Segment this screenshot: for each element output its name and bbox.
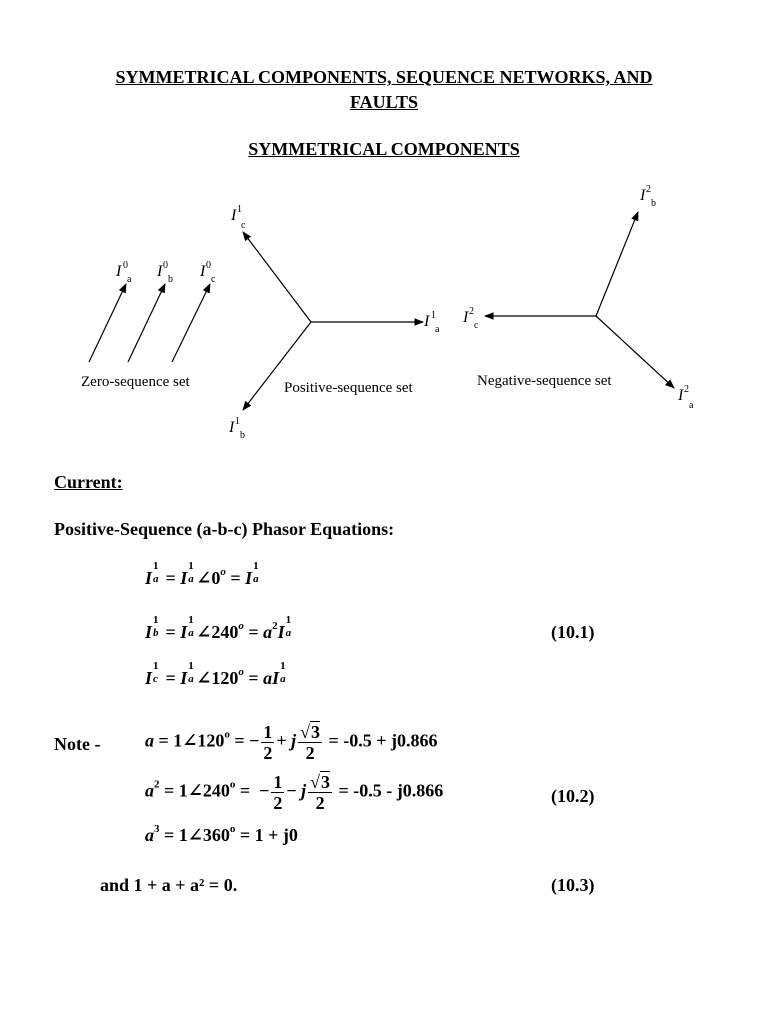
note-line2-tail: = -0.5 - j0.866 (338, 780, 444, 801)
note-equation-a3: $a^3$ = $1\angle 360^o = 1 + j0$ (145, 823, 298, 845)
positive-sequence-set-label: Positive-sequence set (284, 380, 413, 396)
document-title-line1: SYMMETRICAL COMPONENTS, SEQUENCE NETWORKS, AND (115, 67, 653, 87)
positive-phasor-c (243, 232, 311, 322)
svg-text:a: a (689, 400, 694, 411)
negative-sequence-set-label: Negative-sequence set (477, 373, 612, 389)
label-I1c (230, 204, 246, 231)
phasor-diagram (0, 170, 768, 450)
label-I1b (228, 416, 245, 441)
section-title: SYMMETRICAL COMPONENTS (248, 139, 520, 159)
svg-text:I: I (463, 309, 469, 326)
svg-text:b: b (240, 430, 245, 441)
label-I0c (199, 260, 216, 285)
svg-text:I: I (231, 207, 237, 224)
equation-Ic1: I 1 c = I 1 a $\angle 120^o$ = aI 1 a (145, 660, 286, 688)
note-equation-a2: $a^2$ = $1\angle 240^o$ = − $\frac{1}{2}$ − j $\frac{√3}{2}$ = -0.5 - j0.866 (145, 772, 444, 813)
svg-text:c: c (241, 220, 246, 231)
equation-Ia1: I 1 a = I 1 a $\angle 0^o = I$ 1 a (145, 560, 259, 588)
svg-text:I: I (229, 419, 235, 436)
svg-text:I: I (200, 263, 206, 280)
positive-phasor-b (243, 322, 311, 410)
svg-text:0: 0 (206, 260, 211, 271)
svg-text:a: a (127, 274, 132, 285)
svg-text:1: 1 (431, 310, 436, 321)
label-I0b (156, 260, 173, 285)
svg-text:2: 2 (646, 184, 651, 195)
equation-number-10-3: (10.3) (551, 875, 595, 895)
svg-text:I: I (116, 263, 122, 280)
svg-text:I: I (157, 263, 163, 280)
zero-sequence-set-label: Zero-sequence set (81, 374, 190, 390)
svg-text:c: c (211, 274, 216, 285)
equation-Ib1: I 1 b = I 1 a $\angle 240^o = a^2I$ 1 a (145, 614, 292, 642)
zero-phasor-c (172, 284, 210, 362)
note-line1-tail: = -0.5 + j0.866 (328, 730, 438, 751)
equation-number-10-1: (10.1) (551, 622, 595, 642)
label-I2b (639, 184, 656, 209)
label-I0a (115, 260, 132, 285)
svg-text:I: I (678, 387, 684, 404)
positive-sequence-heading: Positive-Sequence (a-b-c) Phasor Equations: (54, 519, 395, 539)
zero-phasor-b (128, 284, 165, 362)
equation-number-10-2: (10.2) (551, 786, 595, 806)
note-line3: = 1 + j0 (239, 825, 298, 845)
svg-text:c: c (474, 320, 479, 331)
svg-text:0: 0 (123, 260, 128, 271)
svg-text:2: 2 (469, 306, 474, 317)
label-I2a (677, 384, 694, 411)
svg-text:a: a (435, 324, 440, 335)
svg-text:I: I (424, 313, 430, 330)
label-I1a (423, 310, 440, 335)
svg-text:2: 2 (684, 384, 689, 395)
identity-equation: and 1 + a + a² = 0. (100, 875, 238, 895)
negative-phasor-b (596, 212, 638, 316)
svg-text:b: b (168, 274, 173, 285)
note-label: Note - (54, 734, 101, 754)
label-I2c (462, 306, 479, 331)
note-equation-a: $a = 1\angle 120^o$ = − $\frac{1}{2}$ + j $\frac{√3}{2}$ = -0.5 + j0.866 (145, 722, 438, 763)
document-title-line2: FAULTS (349, 92, 419, 112)
current-heading: Current: (54, 472, 123, 492)
svg-text:b: b (651, 198, 656, 209)
zero-phasor-a (89, 284, 126, 362)
svg-text:1: 1 (237, 204, 242, 215)
svg-text:I: I (640, 187, 646, 204)
svg-text:0: 0 (163, 260, 168, 271)
svg-text:1: 1 (235, 416, 240, 427)
